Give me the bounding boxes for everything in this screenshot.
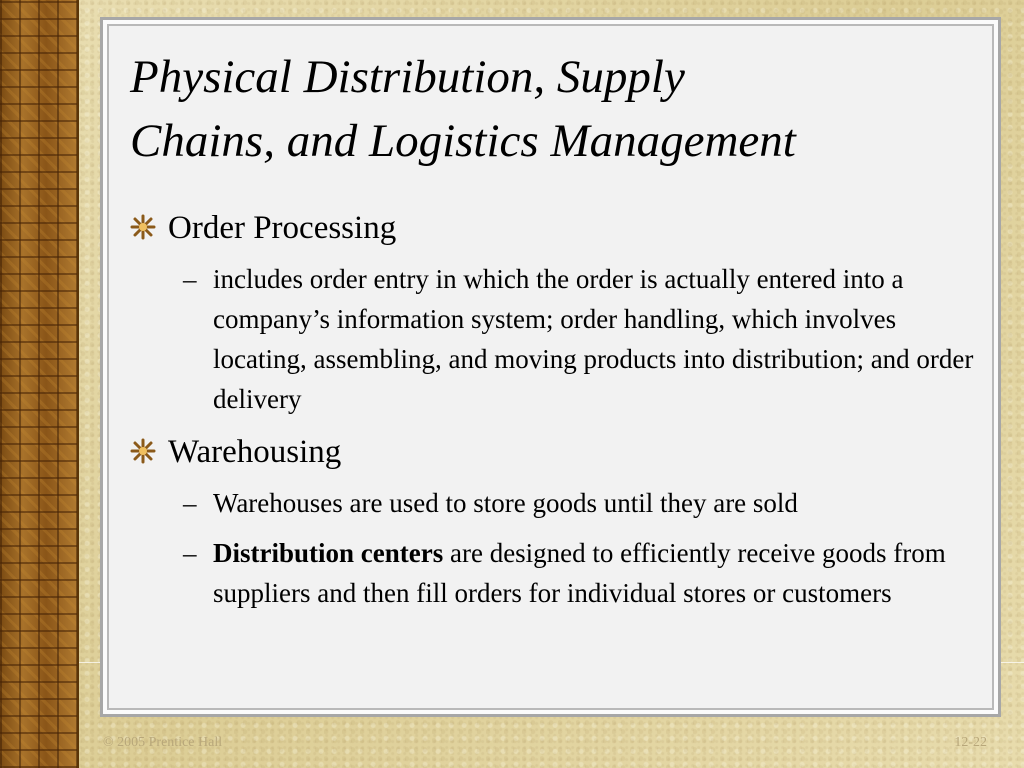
subitem-text: Warehouses are used to store goods until they are sold	[213, 488, 798, 518]
subitem-bold-term: Distribution centers	[213, 538, 444, 568]
slide-title	[130, 45, 990, 173]
dash-marker: –	[183, 488, 197, 518]
bullet-warehousing	[130, 429, 990, 475]
subitem-text: are designed to efficiently receive goods from suppliers and then fill orders for individual stores or customers	[213, 538, 946, 608]
wood-border-strip	[0, 0, 79, 768]
bullet-label: Order Processing	[168, 210, 397, 246]
subitem-warehouses	[130, 483, 990, 523]
footer-copyright: © 2005 Prentice Hall	[103, 735, 223, 750]
title-line-1: Physical Distribution, Supply	[130, 51, 685, 103]
subitem-text: includes order entry in which the order is actually entered into a company’s information system; order handling, which involves locating, assembling, and moving products into distribution; and order delivery	[213, 264, 974, 414]
dash-marker: –	[183, 538, 197, 568]
bullet-label: Warehousing	[168, 434, 342, 470]
bullet-order-processing	[130, 205, 990, 251]
subitem-order-processing-description	[130, 259, 990, 419]
subitem-distribution-centers	[130, 533, 990, 613]
dash-marker: –	[183, 264, 197, 294]
star-bullet-icon	[130, 214, 156, 240]
title-line-2: Chains, and Logistics Management	[130, 115, 796, 167]
bullet-list	[130, 205, 990, 623]
star-bullet-icon	[130, 438, 156, 464]
footer-slide-number: 12-22	[954, 735, 987, 750]
